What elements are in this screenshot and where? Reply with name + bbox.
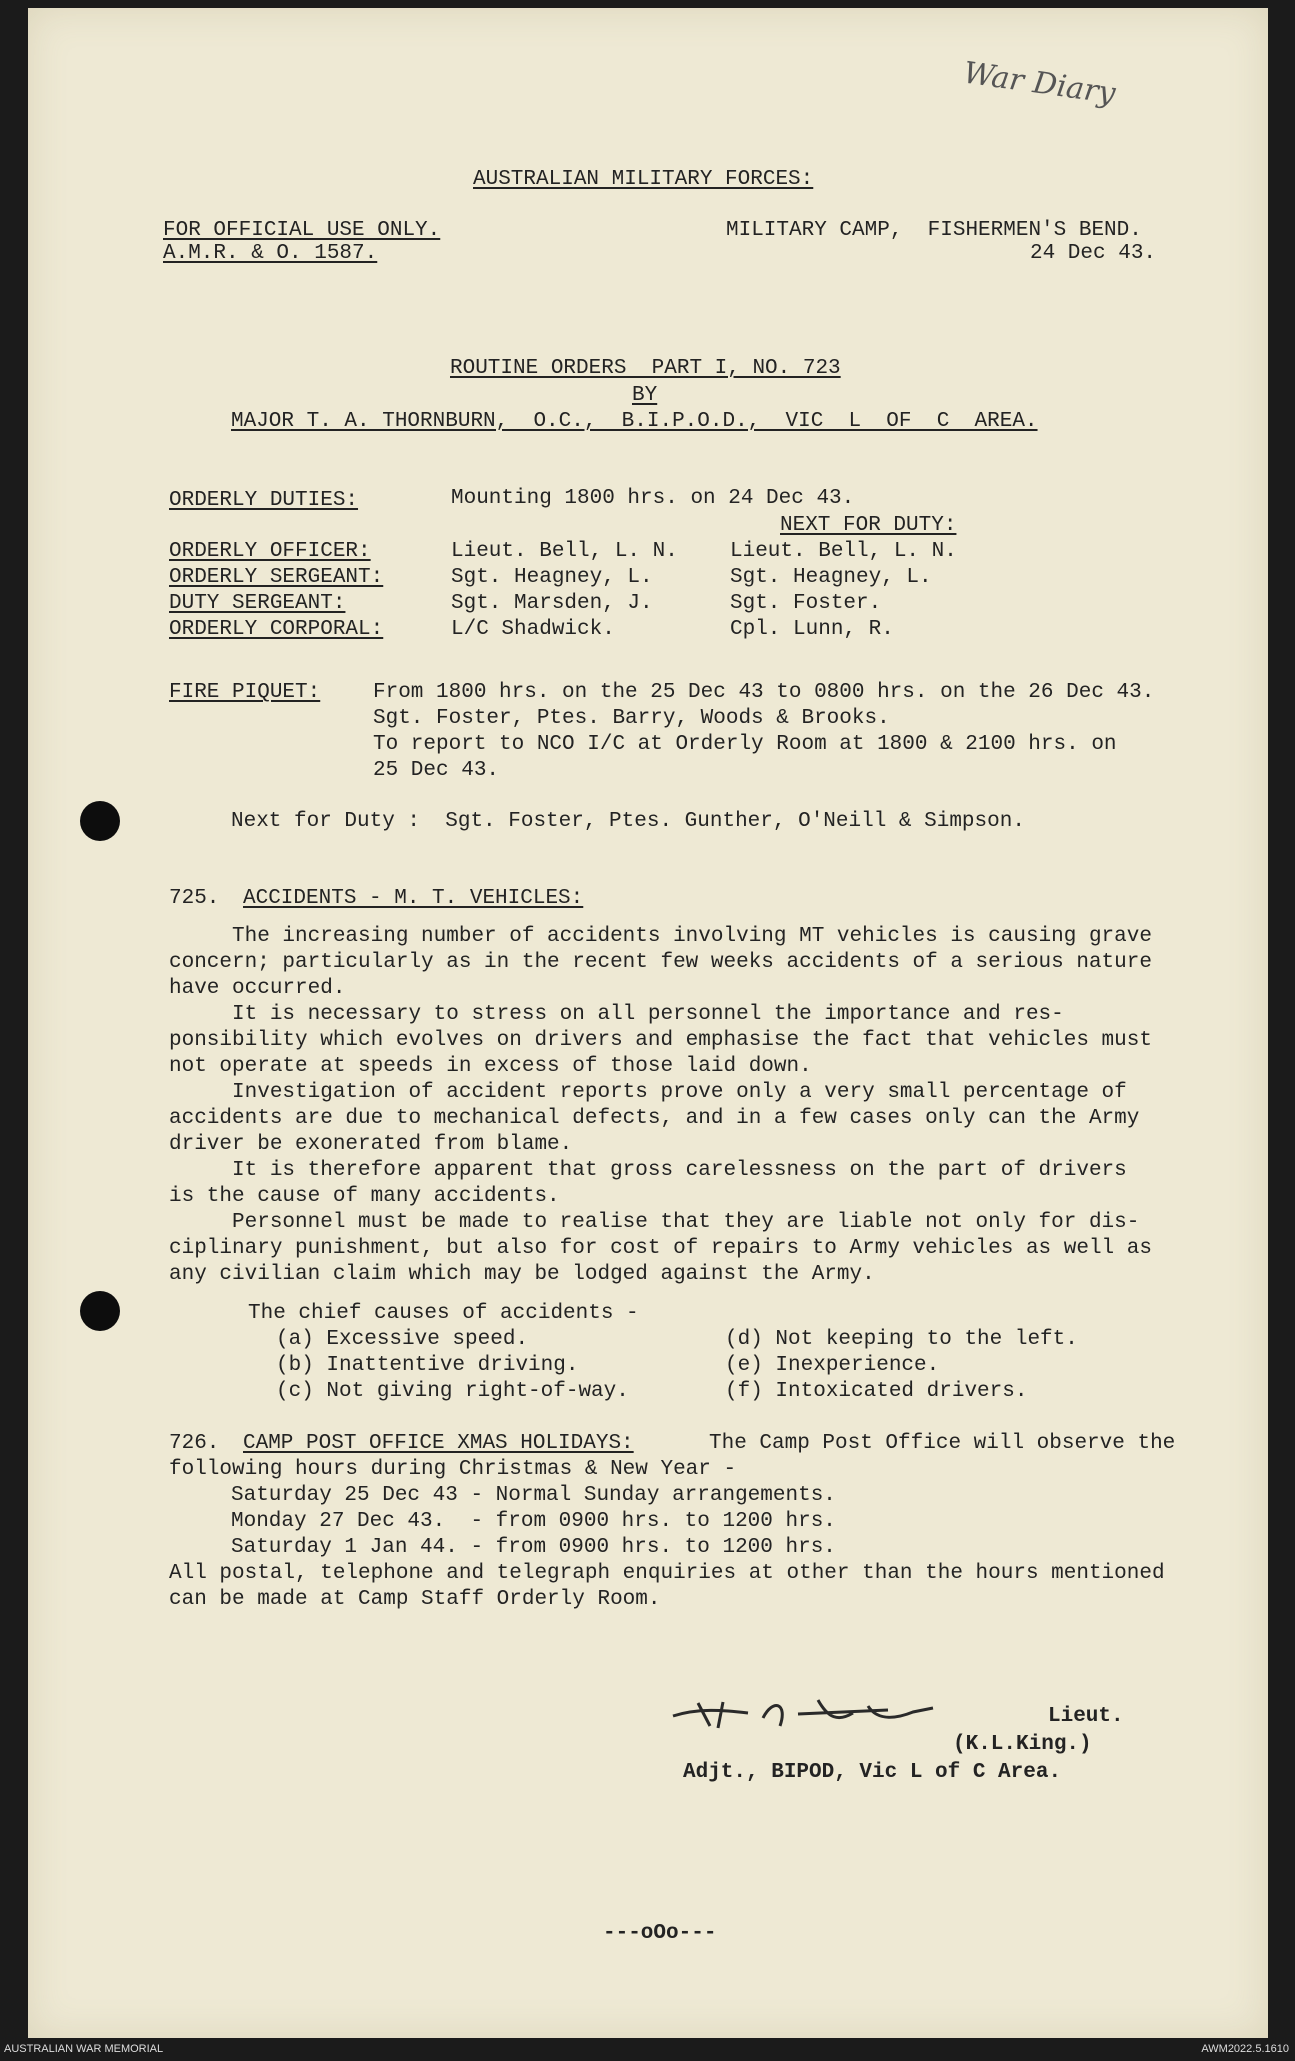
fire-piquet-line: Sgt. Foster, Ptes. Barry, Woods & Brooks. (373, 707, 890, 730)
paragraph-line: ponsibility which evolves on drivers and emphasise the fact that vehicles must (169, 1029, 1152, 1052)
duty-role: ORDERLY CORPORAL: (169, 618, 384, 641)
document-page (28, 8, 1268, 2038)
signature-position: Adjt., BIPOD, Vic L of C Area. (683, 1761, 1062, 1784)
paragraph-line: Personnel must be made to realise that they are liable not only for dis- (169, 1211, 1140, 1234)
cause-item: (f) Intoxicated drivers. (725, 1380, 1028, 1403)
next-for-duty-heading: NEXT FOR DUTY: (780, 514, 957, 537)
paragraph-line: ciplinary punishment, but also for cost of repairs to Army vehicles as well as (169, 1237, 1152, 1260)
duty-next: Sgt. Heagney, L. (730, 566, 932, 589)
duty-role: ORDERLY OFFICER: (169, 540, 371, 563)
order-725-title: ACCIDENTS - M. T. VEHICLES: (243, 887, 584, 910)
schedule-item: Saturday 25 Dec 43 - Normal Sunday arrangements. (231, 1484, 836, 1507)
closing-line: can be made at Camp Staff Orderly Room. (169, 1588, 661, 1611)
duty-role: DUTY SERGEANT: (169, 592, 346, 615)
cause-item: (b) Inattentive driving. (276, 1354, 579, 1377)
fire-piquet-next: Next for Duty : Sgt. Foster, Ptes. Gunther, O'Neill & Simpson. (231, 810, 1025, 833)
paragraph-line: is the cause of many accidents. (169, 1185, 560, 1208)
closing-line: All postal, telephone and telegraph enquiries at other than the hours mentioned (169, 1562, 1165, 1585)
signature-rank: Lieut. (1048, 1705, 1124, 1728)
mounting-time: Mounting 1800 hrs. on 24 Dec 43. (451, 487, 855, 510)
punch-hole-bottom (80, 1291, 120, 1331)
order-726-number: 726. (169, 1432, 220, 1455)
cause-item: (a) Excessive speed. (276, 1328, 529, 1351)
schedule-item: Monday 27 Dec 43. - from 0900 hrs. to 1200 hrs. (231, 1510, 836, 1533)
paragraph-line: The increasing number of accidents involving MT vehicles is causing grave (169, 925, 1152, 948)
fire-piquet-line: To report to NCO I/C at Orderly Room at 1800 & 2100 hrs. on (373, 733, 1117, 756)
duty-next: Sgt. Foster. (730, 592, 882, 615)
amr-reference: A.M.R. & O. 1587. (163, 242, 378, 265)
order-726-title: CAMP POST OFFICE XMAS HOLIDAYS: (243, 1432, 634, 1455)
official-use-label: FOR OFFICIAL USE ONLY. (163, 219, 441, 242)
orders-by: BY (632, 384, 658, 407)
cause-item: (c) Not giving right-of-way. (276, 1380, 629, 1403)
duty-current: Lieut. Bell, L. N. (451, 540, 678, 563)
paragraph-line: Investigation of accident reports prove only a very small percentage of (169, 1081, 1127, 1104)
camp-location: MILITARY CAMP, FISHERMEN'S BEND. (726, 219, 1142, 242)
header-title: AUSTRALIAN MILITARY FORCES: (473, 168, 814, 191)
schedule-item: Saturday 1 Jan 44. - from 0900 hrs. to 1200 hrs. (231, 1536, 836, 1559)
order-725-number: 725. (169, 887, 220, 910)
duty-next: Cpl. Lunn, R. (730, 618, 894, 641)
cause-item: (e) Inexperience. (725, 1354, 940, 1377)
order-726-intro: The Camp Post Office will observe the (709, 1432, 1176, 1455)
fire-piquet-line: 25 Dec 43. (373, 759, 500, 782)
footer-right: AWM2022.5.1610 (1201, 2043, 1289, 2055)
paragraph-line: It is therefore apparent that gross carelessness on the part of drivers (169, 1159, 1127, 1182)
paragraph-line: have occurred. (169, 977, 346, 1000)
paragraph-line: accidents are due to mechanical defects, and in a few cases only can the Army (169, 1107, 1140, 1130)
document-date: 24 Dec 43. (1030, 242, 1157, 265)
orders-commander: MAJOR T. A. THORNBURN, O.C., B.I.P.O.D., VIC L OF C AREA. (231, 410, 1038, 433)
end-mark: ---oOo--- (603, 1922, 717, 1945)
paragraph-line: concern; particularly as in the recent few weeks accidents of a serious nature (169, 951, 1152, 974)
causes-intro: The chief causes of accidents - (248, 1302, 639, 1325)
duty-role: ORDERLY SERGEANT: (169, 566, 384, 589)
cause-item: (d) Not keeping to the left. (725, 1328, 1078, 1351)
handwritten-annotation: War Diary (961, 55, 1118, 112)
orders-title: ROUTINE ORDERS PART I, NO. 723 (450, 357, 841, 380)
paragraph-line: any civilian claim which may be lodged against the Army. (169, 1263, 875, 1286)
paragraph-line: not operate at speeds in excess of those laid down. (169, 1055, 812, 1078)
fire-piquet-label: FIRE PIQUET: (169, 681, 321, 704)
duty-next: Lieut. Bell, L. N. (730, 540, 957, 563)
paragraph-line: driver be exonerated from blame. (169, 1133, 573, 1156)
orderly-duties-label: ORDERLY DUTIES: (169, 489, 359, 512)
duty-current: L/C Shadwick. (451, 618, 615, 641)
signature-name: (K.L.King.) (953, 1733, 1092, 1756)
footer-left: AUSTRALIAN WAR MEMORIAL (4, 2043, 164, 2055)
fire-piquet-line: From 1800 hrs. on the 25 Dec 43 to 0800 hrs. on the 26 Dec 43. (373, 681, 1155, 704)
duty-current: Sgt. Marsden, J. (451, 592, 653, 615)
order-726-line: following hours during Christmas & New Year - (169, 1458, 737, 1481)
duty-current: Sgt. Heagney, L. (451, 566, 653, 589)
paragraph-line: It is necessary to stress on all personnel the importance and res- (169, 1003, 1064, 1026)
punch-hole-top (80, 801, 120, 841)
